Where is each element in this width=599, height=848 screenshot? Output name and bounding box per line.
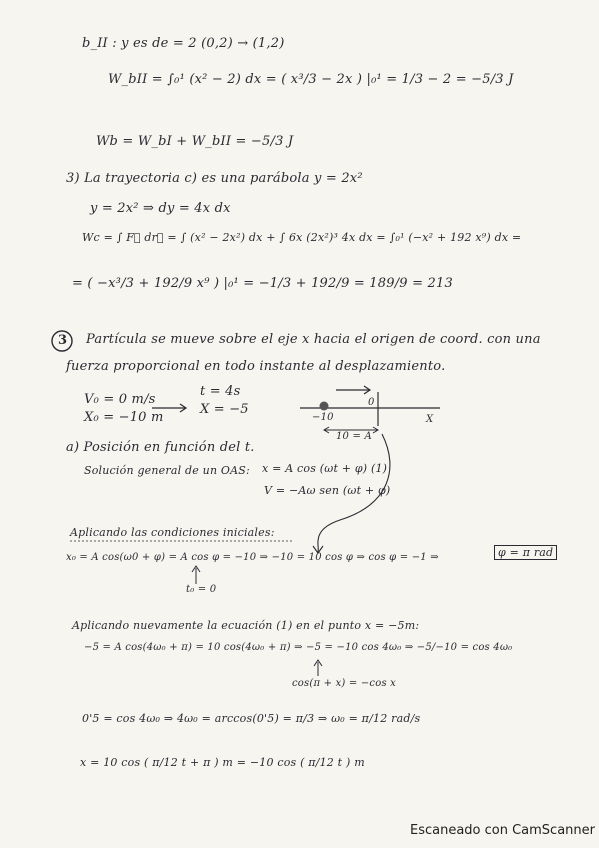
general-solution-label: Solución general de un OAS: bbox=[84, 464, 250, 477]
initial-conditions-equation: x₀ = A cos(ω0 + φ) = A cos φ = −10 ⇒ −10 = 10 cos φ ⇒ cos φ = −1 ⇒ bbox=[66, 552, 439, 563]
diagram-amplitude: 10 = A bbox=[336, 431, 372, 442]
work-c-result: = ( −x³/3 + 192/9 x⁹ ) |₀¹ = −1/3 + 192/9 = 189/9 = 213 bbox=[72, 276, 453, 291]
diagram-origin: 0 bbox=[368, 397, 375, 408]
problem-statement-line1: Partícula se mueve sobre el eje x hacia el origen de coord. con una bbox=[86, 332, 541, 347]
diagram-axis-label: X bbox=[426, 414, 434, 425]
equation-velocity: V = −Aω sen (ωt + φ) bbox=[264, 484, 391, 497]
diagram-tick-neg10: −10 bbox=[312, 412, 334, 423]
final-position-equation: x = 10 cos ( π/12 t + π ) m = −10 cos ( π/12 t ) m bbox=[80, 756, 365, 769]
work-b2-integral: W_bII = ∫₀¹ (x² − 2) dx = ( x³/3 − 2x ) |₀¹ = 1/3 − 2 = −5/3 J bbox=[108, 72, 514, 87]
scanner-watermark: Escaneado con CamScanner bbox=[409, 823, 595, 838]
given-position: X = −5 bbox=[200, 402, 249, 417]
equation-position: x = A cos (ωt + φ) (1) bbox=[262, 462, 388, 475]
reapply-equation: −5 = A cos(4ω₀ + π) = 10 cos(4ω₀ + π) ⇒ −5 = −10 cos 4ω₀ ⇒ −5/−10 = cos 4ω₀ bbox=[84, 642, 513, 653]
problem-statement-line2: fuerza proporcional en todo instante al desplazamiento. bbox=[66, 359, 446, 374]
initial-velocity: V₀ = 0 m/s bbox=[84, 392, 156, 407]
phase-result-box: φ = π rad bbox=[494, 545, 557, 560]
initial-conditions-label: Aplicando las condiciones iniciales: bbox=[70, 526, 275, 539]
problem-number: 3 bbox=[58, 333, 68, 348]
segment-b2-description: b_II : y es de = 2 (0,2) → (1,2) bbox=[82, 36, 285, 51]
part-a-title: a) Posición en función del t. bbox=[66, 440, 255, 455]
initial-position: X₀ = −10 m bbox=[84, 410, 164, 425]
work-b-total: Wb = W_bI + W_bII = −5/3 J bbox=[96, 134, 294, 149]
omega-equation: 0'5 = cos 4ω₀ ⇒ 4ω₀ = arccos(0'5) = π/3 ⇒ ω₀ = π/12 rad/s bbox=[82, 712, 421, 725]
work-c-integral: Wc = ∫ F⃗ dr⃗ = ∫ (x² − 2x²) dx + ∫ 6x (2x²)³ 4x dx = ∫₀¹ (−x² + 192 x⁹) dx = bbox=[82, 231, 522, 244]
trajectory-c-heading: 3) La trayectoria c) es una parábola y = 2x² bbox=[66, 171, 363, 186]
cosine-identity: cos(π + x) = −cos x bbox=[292, 678, 396, 689]
reapply-label: Aplicando nuevamente la ecuación (1) en el punto x = −5m: bbox=[72, 619, 420, 632]
t0-note: t₀ = 0 bbox=[186, 584, 217, 595]
given-time: t = 4s bbox=[200, 384, 241, 399]
trajectory-c-derivative: y = 2x² ⇒ dy = 4x dx bbox=[90, 201, 231, 216]
